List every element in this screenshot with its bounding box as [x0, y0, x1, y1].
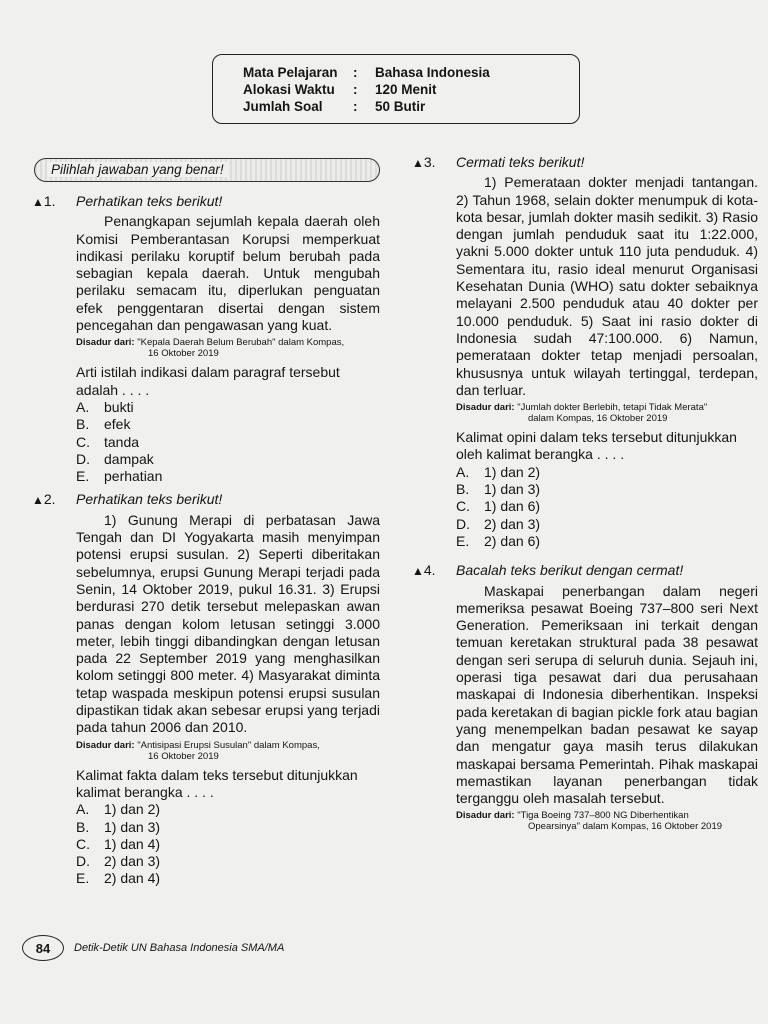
info-label: Jumlah Soal: [243, 99, 323, 114]
left-column: [32, 193, 380, 888]
question-instruction: Perhatikan teks berikut!: [76, 193, 223, 209]
question-passage: Penangkapan sejumlah kepala daerah oleh Komisi Pemberantasan Korupsi memperkuat indikasi perilaku koruptif belum berubah pada sebagian kepala daerah. Untuk mengubah perilaku semacam itu, diperlukan penguatan efek penggentaran disertai dengan sistem pencegahan dan pengawasan yang kuat.: [76, 213, 380, 334]
source-label: Disadur dari:: [456, 810, 515, 822]
option-d[interactable]: D. 2) dan 3): [76, 853, 161, 870]
source-citation: [456, 810, 758, 832]
question-instruction: Cermati teks berikut!: [456, 154, 585, 170]
question-number: 2.: [43, 491, 56, 508]
question-1: [32, 193, 380, 485]
options-list: [456, 464, 758, 550]
info-value: Bahasa Indonesia: [375, 65, 490, 80]
question-4: [412, 562, 758, 832]
option-a[interactable]: A. 1) dan 2): [456, 463, 541, 480]
source-line2: 16 Oktober 2019: [148, 348, 219, 360]
instruction-banner: [34, 158, 380, 182]
question-passage: 1) Gunung Merapi di perbatasan Jawa Tengah dan DI Yogyakarta masih menyimpan potensi erupsi susulan. 2) Seperti diberitakan sebelumnya, erupsi Gunung Merapi terjadi pada Senin, 14 Oktober 2019, pukul 16.31. 3) Erupsi berdurasi 270 detik tersebut melepaskan awan panas dengan kolom letusan setinggi 3.000 meter, lebih tinggi dibandingkan dengan letusan pada 22 September 2019 yang menghasilkan kolom setinggi 800 meter. 4) Masyarakat diminta tetap waspada meskipun potensi erupsi susulan dipastikan tidak akan sebesar erupsi yang terjadi pada tahun 2006 dan 2010.: [76, 511, 380, 736]
option-b[interactable]: B. 1) dan 3): [76, 818, 161, 835]
source-label: Disadur dari:: [76, 739, 135, 751]
question-text: Kalimat opini dalam teks tersebut ditunjukkan oleh kalimat berangka . . . .: [456, 429, 737, 463]
source-line2: 16 Oktober 2019: [148, 750, 219, 762]
option-b[interactable]: B. efek: [76, 416, 131, 433]
question-3: [412, 154, 758, 550]
option-a[interactable]: A. bukti: [76, 398, 134, 415]
question-passage: Maskapai penerbangan dalam negeri memeriksa pesawat Boeing 737–800 seri Next Generation. Pemeriksaan ini terkait dengan temuan keretakan struktural pada 38 pesawat dengan seri serupa di seluruh dunia. Sejauh ini, operasi tiga pesawat dari dua perusahaan maskapai di Indonesia diberhentikan. Inspeksi pada keretakan di bagian pickle fork atau bagian yang menempelkan badan pesawat ke sayap dan mengatur gaya masih terus dilakukan maskapai bersama Pemerintah. Pihak maskapai memastikan layanan penerbangan tidak terganggu oleh masalah tersebut.: [456, 582, 758, 807]
option-c[interactable]: C. tanda: [76, 433, 140, 450]
source-line1: "Tiga Boeing 737–800 NG Diberhentikan: [517, 810, 689, 822]
option-e[interactable]: E. perhatian: [76, 468, 163, 485]
question-number: 3.: [423, 154, 436, 170]
info-value: 120 Menit: [375, 82, 437, 97]
triangle-icon: ▲: [412, 156, 424, 170]
option-c[interactable]: C. 1) dan 4): [76, 835, 161, 852]
info-value: 50 Butir: [375, 99, 426, 114]
question-instruction: Bacalah teks berikut dengan cermat!: [456, 562, 684, 579]
book-title: Detik-Detik UN Bahasa Indonesia SMA/MA: [74, 942, 285, 954]
question-text: Kalimat fakta dalam teks tersebut ditunjukkan kalimat berangka . . . .: [76, 766, 358, 800]
option-d[interactable]: D. dampak: [76, 450, 154, 467]
source-line1: "Kepala Daerah Belum Berubah" dalam Kompas,: [137, 337, 345, 349]
question-text: Arti istilah indikasi dalam paragraf tersebut adalah . . . .: [76, 364, 340, 398]
source-label: Disadur dari:: [456, 402, 515, 414]
options-list: [76, 399, 380, 485]
question-passage: 1) Pemerataan dokter menjadi tantangan. 2) Tahun 1968, selain dokter menumpuk di kota-kota besar, jumlah dokter masih sedikit. 3) Rasio dengan jumlah penduduk saat itu 1:22.000, yakni 5.000 dokter untuk 110 juta penduduk. 4) Sementara itu, rasio ideal menurut Organisasi Kesehatan Dunia (WHO) satu dokter sebaiknya melayani 2.500 penduduk atau 40 dokter per 10.000 penduduk. 5) Saat ini rasio dokter di Indonesia sudah 47:100.000. 6) Namun, pemerataan dokter tetap menjadi persoalan, khususnya untuk wilayah tertinggal, terdepan, dan terluar.: [456, 174, 758, 398]
source-citation: [76, 740, 380, 762]
question-number: 4.: [423, 562, 436, 579]
info-row-count: Jumlah Soal : 50 Butir: [243, 99, 426, 114]
info-label: Mata Pelajaran: [243, 65, 338, 80]
option-e[interactable]: E. 2) dan 6): [456, 532, 541, 549]
source-line1: "Antisipasi Erupsi Susulan" dalam Kompas,: [137, 739, 320, 751]
option-a[interactable]: A. 1) dan 2): [76, 801, 161, 818]
page-footer: [22, 935, 284, 961]
option-d[interactable]: D. 2) dan 3): [456, 515, 541, 532]
source-line2: Opearsinya" dalam Kompas, 16 Oktober 2019: [528, 821, 723, 833]
source-citation: [456, 402, 758, 424]
exam-info-box: [212, 54, 580, 124]
triangle-icon: ▲: [32, 195, 44, 209]
source-line1: "Jumlah dokter Berlebih, tetapi Tidak Merata": [517, 402, 708, 414]
info-row-time: Alokasi Waktu : 120 Menit: [243, 82, 437, 97]
right-column: [412, 154, 758, 837]
source-line2: dalam Kompas, 16 Oktober 2019: [528, 413, 668, 425]
option-e[interactable]: E. 2) dan 4): [76, 870, 161, 887]
question-number: 1.: [43, 193, 56, 209]
source-label: Disadur dari:: [76, 337, 135, 349]
banner-text: Pilihlah jawaban yang benar!: [47, 162, 228, 177]
option-c[interactable]: C. 1) dan 6): [456, 498, 541, 515]
page-number: 84: [22, 935, 64, 961]
question-2: [32, 491, 380, 887]
source-citation: [76, 337, 380, 359]
question-instruction: Perhatikan teks berikut!: [76, 491, 223, 508]
options-list: [76, 801, 380, 887]
info-row-subject: Mata Pelajaran : Bahasa Indonesia: [243, 65, 490, 80]
triangle-icon: ▲: [32, 493, 44, 508]
option-b[interactable]: B. 1) dan 3): [456, 481, 541, 498]
triangle-icon: ▲: [412, 564, 424, 579]
info-label: Alokasi Waktu: [243, 82, 335, 97]
